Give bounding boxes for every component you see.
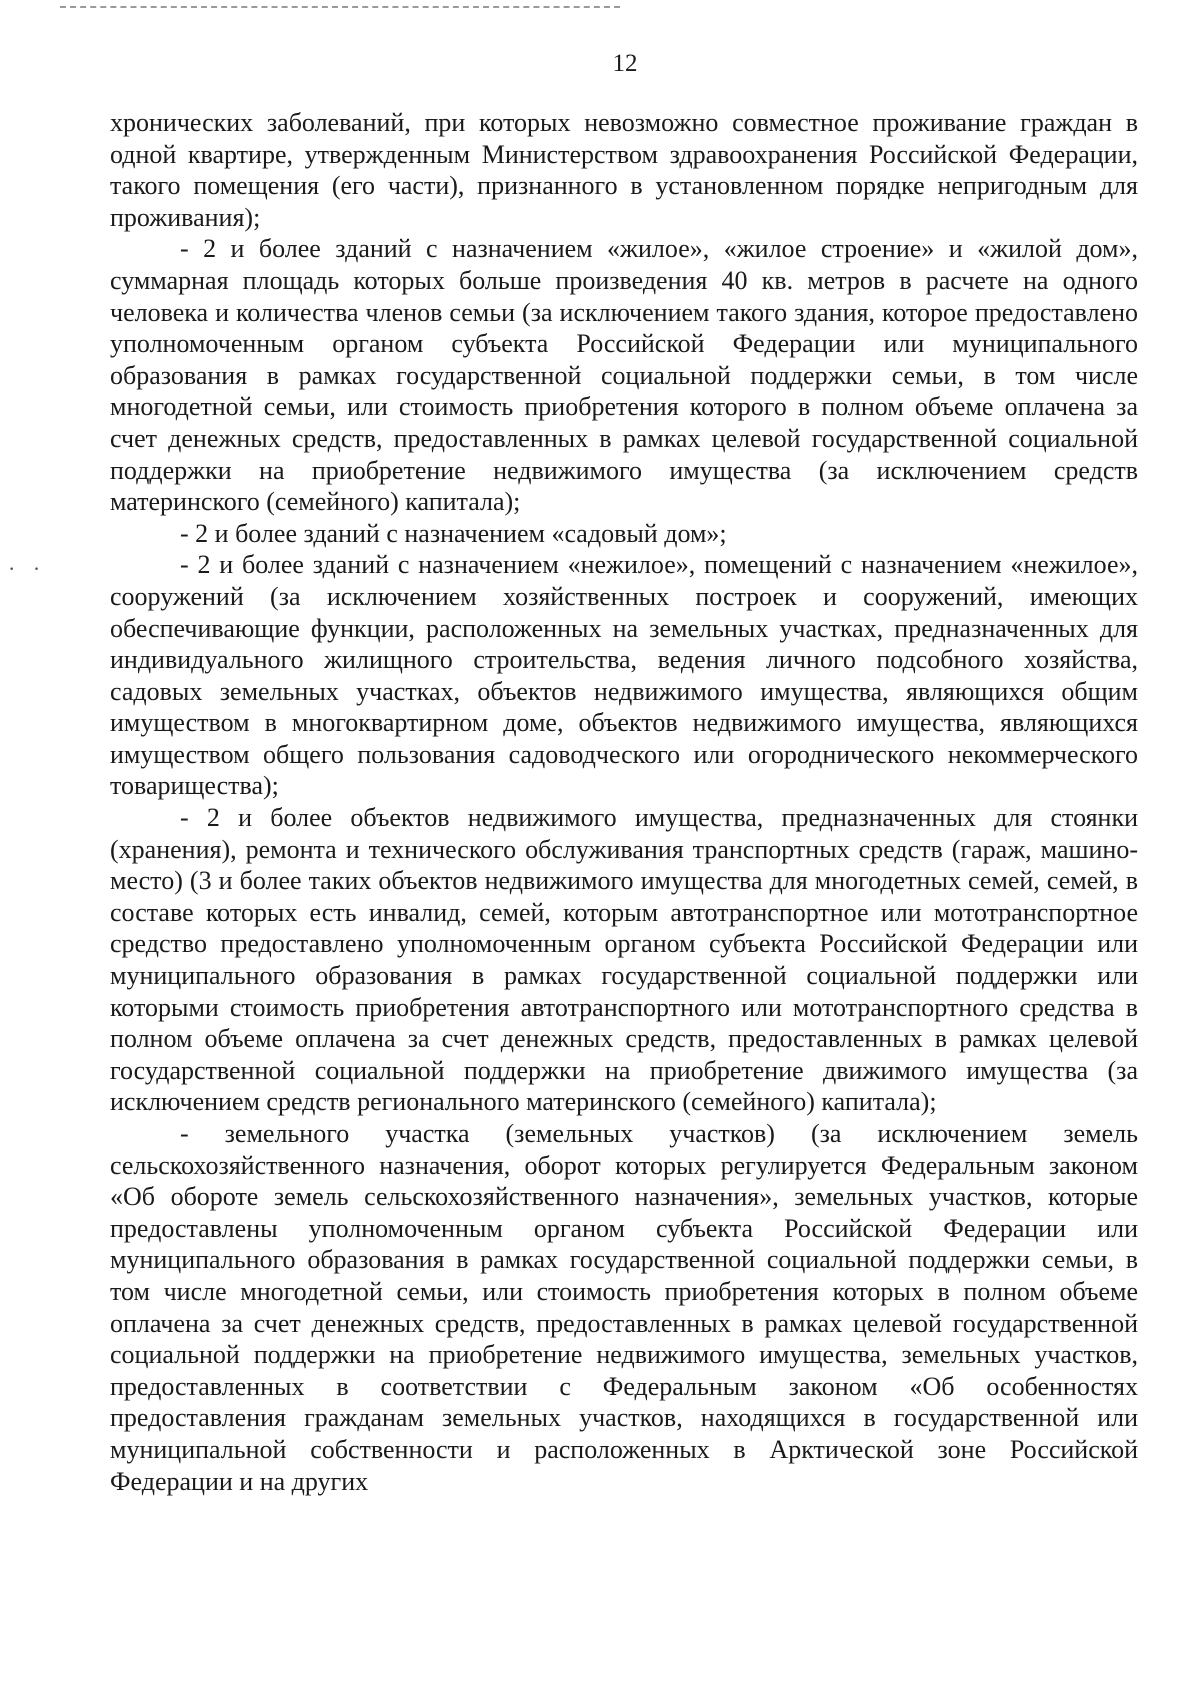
paragraph-vehicle-storage: - 2 и более объектов недвижимого имущества, предназначенных для стоянки (хранения), ремонта и технического обслуживания транспортных средств (гараж, машино-место) (3 и более таких объектов недвижимого имущества для многодетных семей, семей, в составе которых есть инвалид, семей, которым автотранспортное или мототранспортное средство предоставлено уполномоченным органом субъекта Российской Федерации или муниципального образования в рамках государственной социальной поддержки или которыми стоимость приобретения автотранспортного или мототранспортного средства в полном объеме оплачена за счет денежных средств, предоставленных в рамках целевой государственной социальной поддержки на приобретение движимого имущества (за исключением средств регионального материнского (семейного) капитала); (110, 803, 1138, 1117)
document-body (110, 107, 1138, 1497)
scan-edge-mark (60, 6, 620, 8)
paragraph-garden-houses: - 2 и более зданий с назначением «садовый дом»; (180, 518, 727, 548)
scan-margin-dots: · · (8, 556, 47, 581)
paragraph-residential-buildings: - 2 и более зданий с назначением «жилое», «жилое строение» и «жилой дом», суммарная площадь которых больше произведения 40 кв. метров в расчете на одного человека и количества членов семьи (за исключением такого здания, которое предоставлено уполномоченным органом субъекта Российской Федерации или муниципального образования в рамках государственной социальной поддержки семьи, в том числе многодетной семьи, или стоимость приобретения которого в полном объеме оплачена за счет денежных средств, предоставленных в рамках целевой государственной социальной поддержки на приобретение недвижимого имущества (за исключением средств материнского (семейного) капитала); (110, 234, 1138, 517)
paragraph-continuation: хронических заболеваний, при которых невозможно совместное проживание граждан в одной квартире, утвержденным Министерством здравоохранения Российской Федерации, такого помещения (его части), признанного в установленном порядке непригодным для проживания); (110, 108, 1138, 232)
page-number: 12 (612, 50, 638, 77)
paragraph-land-plots: - земельного участка (земельных участков) (за исключением земель сельскохозяйственного назначения, оборот которых регулируется Федеральным законом «Об обороте земель сельскохозяйственного назначения», земельных участков, которые предоставлены уполномоченным органом субъекта Российской Федерации или муниципального образования в рамках государственной социальной поддержки семьи, в том числе многодетной семьи, или стоимость приобретения которых в полном объеме оплачена за счет денежных средств, предоставленных в рамках целевой государственной социальной поддержки на приобретение недвижимого имущества, земельных участков, предоставленных в соответствии с Федеральным законом «Об особенностях предоставления гражданам земельных участков, находящихся в государственной или муниципальной собственности и расположенных в Арктической зоне Российской Федерации и на других (110, 1119, 1138, 1496)
paragraph-non-residential-buildings: - 2 и более зданий с назначением «нежилое», помещений с назначением «нежилое», сооружений (за исключением хозяйственных построек и сооружений, имеющих обеспечивающие функции, расположенных на земельных участках, предназначенных для индивидуального жилищного строительства, ведения личного подсобного хозяйства, садовых земельных участках, объектов недвижимого имущества, являющихся общим имуществом в многоквартирном доме, объектов недвижимого имущества, являющихся имуществом общего пользования садоводческого или огороднического некоммерческого товарищества); (110, 550, 1138, 801)
